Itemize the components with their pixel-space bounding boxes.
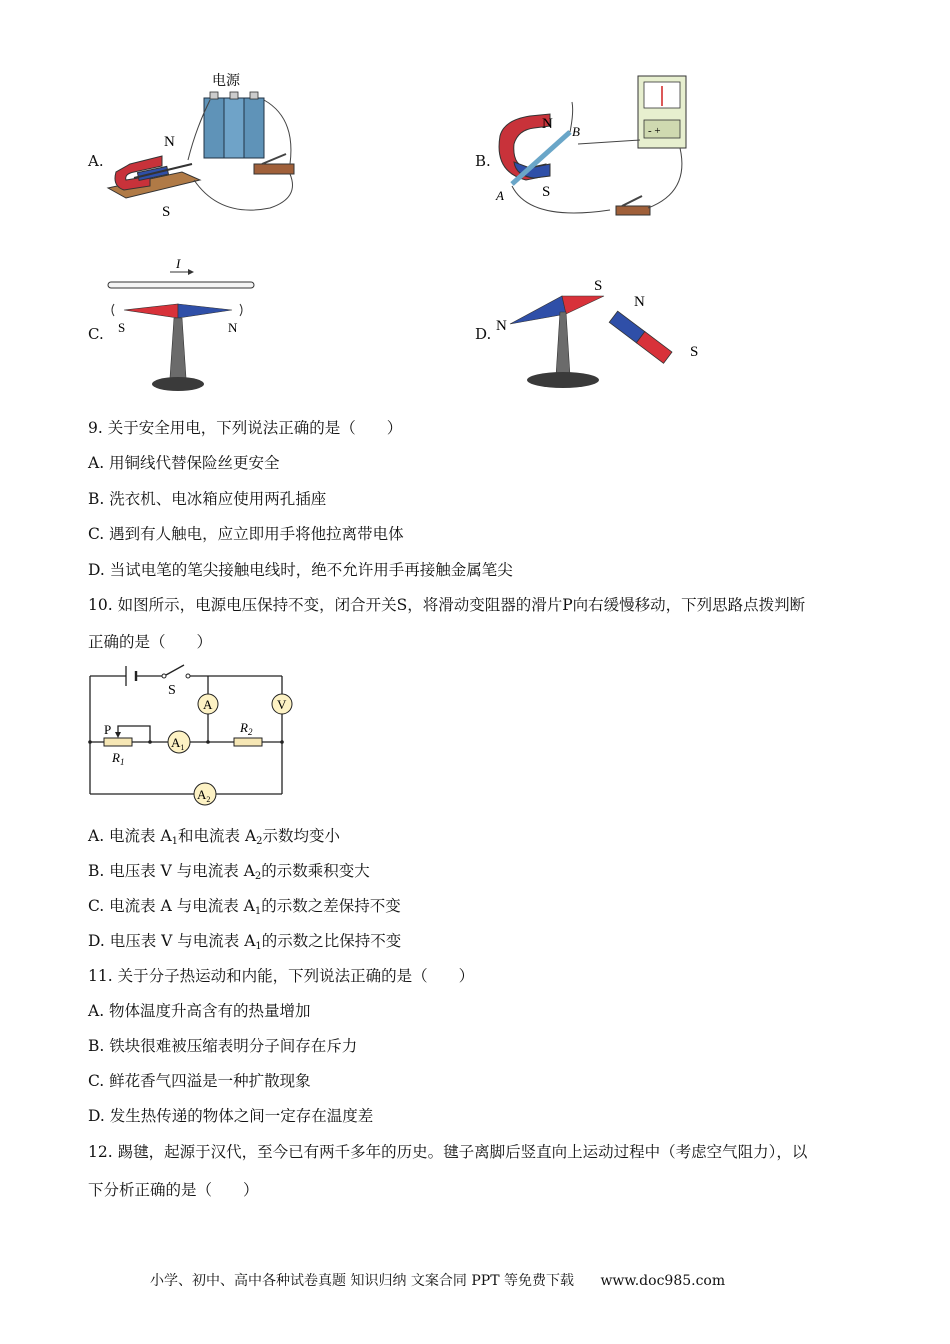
current-arrow-head bbox=[188, 269, 194, 275]
slider-label: P bbox=[104, 722, 112, 737]
q12-stem-line1: 12. 踢毽，起源于汉代，至今已有两千多年的历史。毽子离脚后竖直向上运动过程中（考虑空气阻力），以 bbox=[88, 1143, 808, 1161]
junction-dot bbox=[206, 740, 210, 744]
current-label: I bbox=[176, 256, 181, 271]
q9-option-c: C. 遇到有人触电，应立即用手将他拉离带电体 bbox=[88, 525, 404, 543]
needle-north-half bbox=[510, 296, 566, 324]
rheostat-r1 bbox=[104, 738, 132, 746]
r2-label: $R_2$ bbox=[240, 720, 253, 737]
stand-base bbox=[152, 377, 204, 391]
option-d-label: D. bbox=[475, 325, 492, 343]
magnet-s-label: S bbox=[690, 344, 699, 360]
bar-magnet-south-half bbox=[636, 332, 672, 364]
figure-b-galvanometer-circuit bbox=[490, 72, 700, 222]
switch-s bbox=[162, 665, 190, 678]
needle-stand bbox=[556, 312, 570, 376]
south-pole-label: S bbox=[162, 204, 171, 220]
figure-c-oersted-experiment bbox=[104, 252, 264, 398]
needle-stand bbox=[170, 318, 186, 378]
q11-option-b: B. 铁块很难被压缩表明分子间存在斥力 bbox=[88, 1037, 358, 1055]
option-c-label: C. bbox=[88, 325, 104, 343]
junction-dot bbox=[280, 740, 284, 744]
rotation-arrow-icon bbox=[240, 304, 242, 316]
q11-option-c: C. 鲜花香气四溢是一种扩散现象 bbox=[88, 1072, 311, 1090]
q10-option-b: B. 电压表 V 与电流表 $A_2$的示数乘积变大 bbox=[88, 862, 370, 882]
wire bbox=[264, 100, 291, 164]
q11-stem: 11. 关于分子热运动和内能，下列说法正确的是（ ） bbox=[88, 967, 475, 985]
ammeter-a2-label: $A_2$ bbox=[197, 787, 211, 804]
bar-magnet bbox=[609, 311, 672, 363]
q10-stem-line1: 10. 如图所示，电源电压保持不变，闭合开关S，将滑动变阻器的滑片P向右缓慢移动，下列思路点拨判断 bbox=[88, 596, 806, 614]
q11-option-d: D. 发生热传递的物体之间一定存在温度差 bbox=[88, 1107, 374, 1125]
needle-s-label: S bbox=[118, 320, 126, 335]
page-footer bbox=[150, 1270, 725, 1290]
needle-south-half bbox=[562, 296, 604, 314]
power-supply-label: 电源 bbox=[212, 74, 240, 89]
q9-option-a: A. 用铜线代替保险丝更安全 bbox=[88, 454, 280, 472]
resistor-r2 bbox=[234, 738, 262, 746]
current-wire bbox=[108, 282, 254, 288]
ammeter-a-label: A bbox=[203, 697, 213, 712]
magnet-n-label: N bbox=[634, 294, 645, 310]
q9-stem: 9. 关于安全用电，下列说法正确的是（ ） bbox=[88, 419, 403, 437]
slider-arrow-icon bbox=[115, 732, 121, 738]
rod-end-a-label: A bbox=[496, 188, 504, 203]
wire bbox=[648, 148, 682, 208]
q10-circuit-diagram bbox=[84, 662, 298, 810]
stand-base bbox=[527, 372, 599, 388]
wire bbox=[194, 174, 293, 210]
svg-text:- +: - + bbox=[648, 125, 661, 137]
battery-pack bbox=[204, 92, 264, 158]
option-b-label: B. bbox=[475, 152, 491, 170]
junction-dot bbox=[148, 740, 152, 744]
r1-label: $R_1$ bbox=[112, 750, 125, 767]
junction-dot bbox=[88, 740, 92, 744]
ammeter-a1-label: $A_1$ bbox=[171, 735, 185, 752]
q9-option-b: B. 洗衣机、电冰箱应使用两孔插座 bbox=[88, 490, 327, 508]
wire bbox=[512, 186, 610, 213]
north-pole-label: N bbox=[164, 134, 175, 150]
north-pole-label: N bbox=[542, 116, 553, 132]
q10-option-c: C. 电流表 A 与电流表 $A_1$的示数之差保持不变 bbox=[88, 897, 401, 917]
needle-s-label: S bbox=[594, 278, 603, 294]
q9-option-d: D. 当试电笔的笔尖接触电线时，绝不允许用手再接触金属笔尖 bbox=[88, 561, 513, 579]
rotation-arrow-icon bbox=[112, 304, 114, 316]
galvanometer bbox=[638, 76, 686, 148]
footer-url[interactable]: www.doc985.com bbox=[600, 1273, 726, 1289]
wire bbox=[578, 140, 640, 144]
south-pole-label: S bbox=[542, 184, 551, 200]
needle-n-label: N bbox=[228, 320, 238, 335]
figure-d-needle-and-bar-magnet bbox=[492, 272, 712, 398]
battery bbox=[126, 666, 136, 686]
figure-a-electromagnetic-induction bbox=[100, 68, 330, 228]
knife-switch bbox=[616, 196, 650, 215]
q10-option-d: D. 电压表 V 与电流表 $A_1$的示数之比保持不变 bbox=[88, 932, 402, 952]
needle-n-label: N bbox=[496, 318, 507, 334]
footer-text: 小学、初中、高中各种试卷真题 知识归纳 文案合同 PPT 等免费下载 bbox=[150, 1273, 574, 1289]
option-a-label: A. bbox=[88, 152, 104, 170]
q10-stem-line2: 正确的是（ ） bbox=[88, 633, 213, 651]
q12-stem-line2: 下分析正确的是（ ） bbox=[88, 1181, 259, 1199]
rod-end-b-label: B bbox=[572, 124, 580, 139]
q10-option-a: A. 电流表 $A_1$和电流表 $A_2$示数均变小 bbox=[88, 827, 341, 847]
switch-label: S bbox=[168, 683, 176, 698]
needle-north-half bbox=[178, 304, 232, 318]
needle-south-half bbox=[124, 304, 178, 318]
q11-option-a: A. 物体温度升高含有的热量增加 bbox=[88, 1002, 311, 1020]
voltmeter-label: V bbox=[277, 697, 287, 712]
